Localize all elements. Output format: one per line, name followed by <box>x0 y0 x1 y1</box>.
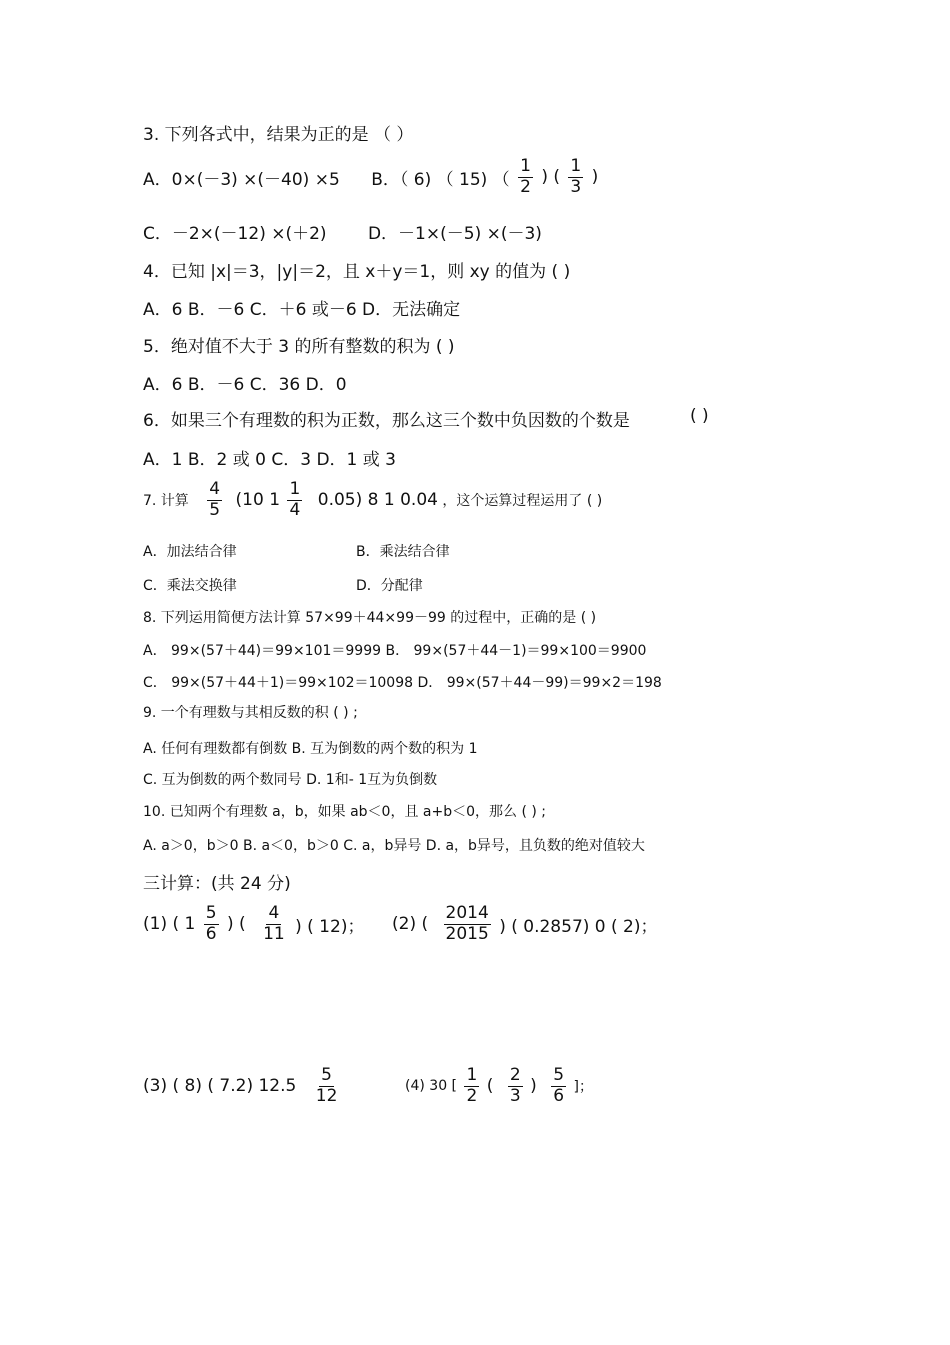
calc1-fraction-1: $\frac{5}{6}$ <box>205 903 217 944</box>
q7-option-a: A．加法结合律 <box>143 544 237 560</box>
calc1-fraction-2: $\frac{4}{11}$ <box>263 903 285 944</box>
q3-fraction-1: $\frac{1}{2}$ <box>520 156 531 197</box>
q6-answer-paren: ( ) <box>690 406 709 426</box>
q5-stem: 5．绝对值不大于 3 的所有整数的积为 ( ) <box>143 337 455 357</box>
q7-option-c: C．乘法交换律 <box>143 578 237 594</box>
q5-options: A．6 B．－6 C．36 D．0 <box>143 375 347 395</box>
calc-problem-2: (2) ( $\frac{2014}{2015}$ ) ( 0.2857) 0 ( 2)； <box>392 903 658 944</box>
q7-stem: 7. 计算 $\frac{4}{5}$ (10 1 $\frac{1}{4}$ 0.05) 8 1 0.04 ，这个运算过程运用了 ( ) <box>143 479 603 520</box>
q10-options: A. a＞0，b＞0 B. a＜0，b＞0 C. a，b异号 D. a，b异号，且负数的绝对值较大 <box>143 838 645 854</box>
q4-options: A．6 B．－6 C．＋6 或－6 D．无法确定 <box>143 300 461 320</box>
calc-problem-3: (3) ( 8) ( 7.2) 12.5 $\frac{5}{12}$ <box>143 1065 338 1106</box>
q3-options-ab: A．0×(－3) ×(－40) ×5 B．（ 6) （ 15) （ $\frac{1}{2}$ ) ( $\frac{1}{3}$ ) <box>143 156 599 197</box>
q7-fraction-1: $\frac{4}{5}$ <box>209 479 221 520</box>
q10-stem: 10. 已知两个有理数 a，b，如果 ab＜0，且 a+b＜0，那么 ( ) ; <box>143 804 546 820</box>
calc4-fraction-3: $\frac{5}{6}$ <box>553 1065 565 1106</box>
q3-option-c: C．－2×(－12) ×(＋2) <box>143 224 327 244</box>
q3-options-cd <box>143 219 542 244</box>
q7-option-b: B．乘法结合律 <box>356 544 450 560</box>
section-3-title: 三计算：(共 24 分) <box>143 874 291 894</box>
calc4-fraction-2: $\frac{2}{3}$ <box>509 1065 521 1106</box>
q3-fraction-2: $\frac{1}{3}$ <box>570 156 582 197</box>
q8-options-ab: A． 99×(57＋44)＝99×101＝9999 B． 99×(57＋44－1)＝99×100＝9900 <box>143 643 647 659</box>
calc3-fraction-1: $\frac{5}{12}$ <box>315 1065 338 1106</box>
q4-stem: 4．已知 |x|＝3，|y|＝2，且 x＋y＝1，则 xy 的值为 ( ) <box>143 262 571 282</box>
q7-option-d: D．分配律 <box>356 578 423 594</box>
q3-option-b: B．（ 6) （ 15) （ <box>371 169 510 190</box>
q9-options-ab: A. 任何有理数都有倒数 B. 互为倒数的两个数的积为 1 <box>143 741 478 757</box>
calc4-fraction-1: $\frac{1}{2}$ <box>466 1065 478 1106</box>
calc2-fraction-1: $\frac{2014}{2015}$ <box>445 903 489 944</box>
q3-stem: 3. 下列各式中，结果为正的是 （ ） <box>143 125 414 145</box>
q6-stem: 6．如果三个有理数的积为正数，那么这三个数中负因数的个数是 <box>143 411 630 431</box>
q7-fraction-2: $\frac{1}{4}$ <box>289 479 301 520</box>
q3-option-a: A．0×(－3) ×(－40) ×5 <box>143 169 340 190</box>
q6-options: A．1 B．2 或 0 C．3 D．1 或 3 <box>143 450 396 470</box>
q3-option-d: D．－1×(－5) ×(－3) <box>367 224 542 244</box>
q9-options-cd: C. 互为倒数的两个数同号 D. 1和- 1互为负倒数 <box>143 772 438 788</box>
calc-problem-1: (1) ( 1 $\frac{5}{6}$ ) ( $\frac{4}{11}$ ) ( 12)； <box>143 903 365 944</box>
q8-stem: 8. 下列运用简便方法计算 57×99＋44×99－99 的过程中，正确的是 ( ) <box>143 610 597 626</box>
q9-stem: 9. 一个有理数与其相反数的积 ( ) ; <box>143 705 358 721</box>
q8-options-cd: C． 99×(57＋44＋1)＝99×102＝10098 D． 99×(57＋44－99)＝99×2＝198 <box>143 675 662 691</box>
calc-problem-4: (4) 30 [ $\frac{1}{2}$ ( $\frac{2}{3}$ ) $\frac{5}{6}$ ]； <box>405 1065 593 1106</box>
